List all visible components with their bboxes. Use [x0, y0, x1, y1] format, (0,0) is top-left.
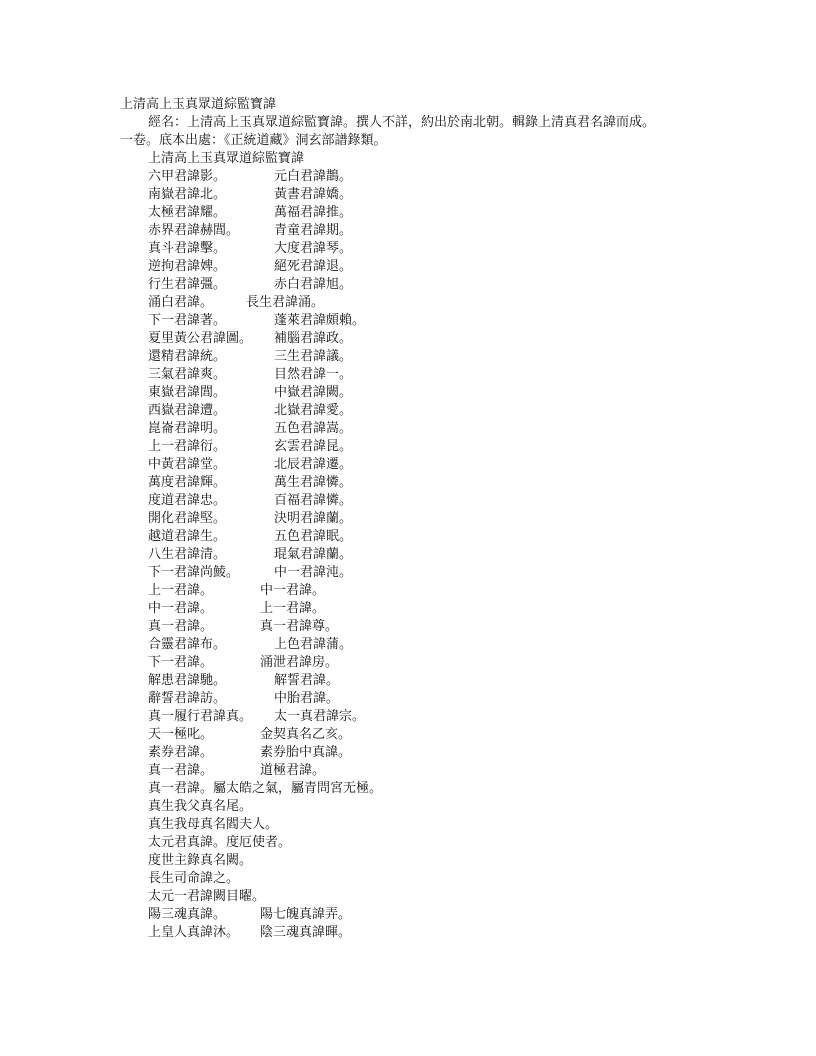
- list-row: [148, 528, 708, 546]
- entry-right: 解誓君諱。: [274, 673, 340, 688]
- list-row: [148, 222, 708, 240]
- list-row: [148, 402, 708, 420]
- list-row: [148, 906, 708, 924]
- list-row: [148, 474, 708, 492]
- entry-left: 太極君諱耀。: [148, 205, 227, 220]
- intro-paragraph-line-1: 經名：上清高上玉真眾道綜監寶諱。撰人不詳，約出於南北朝。輯錄上清真君名諱而成。: [148, 115, 656, 130]
- entry-left: 下一君諱著。: [148, 313, 227, 328]
- entry-left: 三氣君諱爽。: [148, 367, 227, 382]
- list-row: [148, 690, 708, 708]
- entry-right: 上色君諱蒲。: [274, 637, 353, 652]
- list-row: [148, 276, 708, 294]
- entry-left: 真斗君諱擊。: [148, 241, 227, 256]
- list-row: [148, 204, 708, 222]
- list-row: [148, 186, 708, 204]
- list-row: [148, 762, 708, 780]
- entry-left: 南嶽君諱北。: [148, 187, 227, 202]
- entry-left: 崑崙君諱明。: [148, 421, 227, 436]
- entry-left: 真一君諱。: [148, 763, 214, 778]
- entry-right: 目然君諱一。: [274, 367, 353, 382]
- entry-right: 決明君諱蘭。: [274, 511, 353, 526]
- name-list: [148, 168, 708, 942]
- entry-left: 八生君諱清。: [148, 547, 227, 562]
- entry-left: 真一履行君諱真。: [148, 709, 253, 724]
- entry-left: 真生我父真名尾。: [148, 799, 253, 814]
- list-row: [148, 546, 708, 564]
- list-row: [148, 438, 708, 456]
- entry-right: 中一君諱沌。: [274, 565, 353, 580]
- list-row: [148, 870, 708, 888]
- list-row: [148, 780, 708, 798]
- entry-left: 中一君諱。: [148, 601, 214, 616]
- list-row: [148, 654, 708, 672]
- entry-right: 中一君諱。: [260, 583, 326, 598]
- entry-left: 度世主錄真名闕。: [148, 853, 253, 868]
- entry-right: 太一真君諱宗。: [274, 709, 366, 724]
- entry-left: 真一君諱。屬太皓之氣，屬青問宮无極。: [148, 781, 383, 796]
- list-row: [148, 852, 708, 870]
- entry-left: 開化君諱堅。: [148, 511, 227, 526]
- list-row: [148, 312, 708, 330]
- list-row: [148, 510, 708, 528]
- list-row: [148, 384, 708, 402]
- entry-right: 絕死君諱退。: [274, 259, 353, 274]
- entry-left: 逆拘君諱婢。: [148, 259, 227, 274]
- list-row: [148, 240, 708, 258]
- entry-left: 真生我母真名閻夫人。: [148, 817, 279, 832]
- list-row: [148, 636, 708, 654]
- list-row: [148, 618, 708, 636]
- entry-left: 六甲君諱影。: [148, 169, 227, 184]
- entry-left: 合靈君諱布。: [148, 637, 227, 652]
- entry-right: 陽七魄真諱弄。: [260, 907, 352, 922]
- list-row: [148, 366, 708, 384]
- entry-right: 黃書君諱嬌。: [274, 187, 353, 202]
- entry-right: 百福君諱憐。: [274, 493, 353, 508]
- entry-left: 中黃君諱堂。: [148, 457, 227, 472]
- list-row: [148, 456, 708, 474]
- entry-right: 真一君諱尊。: [260, 619, 339, 634]
- entry-right: 陰三魂真諱暉。: [260, 925, 352, 940]
- entry-right: 元白君諱鵲。: [274, 169, 353, 184]
- entry-right: 五色君諱嵩。: [274, 421, 353, 436]
- list-row: [148, 600, 708, 618]
- entry-left: 還精君諱統。: [148, 349, 227, 364]
- entry-right: 道極君諱。: [260, 763, 326, 778]
- entry-right: 上一君諱。: [260, 601, 326, 616]
- entry-left: 下一君諱尚鯪。: [148, 565, 240, 580]
- list-row: [148, 582, 708, 600]
- entry-right: 玄雲君諱昆。: [274, 439, 353, 454]
- entry-right: 五色君諱眠。: [274, 529, 353, 544]
- entry-left: 夏里黃公君諱圖。: [148, 331, 253, 346]
- list-row: [148, 744, 708, 762]
- entry-left: 行生君諱彊。: [148, 277, 227, 292]
- intro-paragraph-line-2: 一卷。底本出處：《正統道藏》洞玄部譜錄類。: [120, 133, 387, 148]
- list-row: [148, 888, 708, 906]
- entry-left: 上皇人真諱沐。: [148, 925, 240, 940]
- entry-left: 涌白君諱。: [148, 295, 214, 310]
- list-row: [148, 816, 708, 834]
- entry-left: 天一極叱。: [148, 727, 214, 742]
- entry-right: 青童君諱期。: [274, 223, 353, 238]
- list-row: [148, 294, 708, 312]
- section-heading: 上清高上玉真眾道綜監寶諱: [148, 151, 305, 166]
- list-row: [148, 924, 708, 942]
- entry-left: 越道君諱生。: [148, 529, 227, 544]
- entry-left: 度道君諱忠。: [148, 493, 227, 508]
- entry-right: 金契真名乙亥。: [260, 727, 352, 742]
- list-row: [148, 672, 708, 690]
- entry-right: 補腦君諱政。: [274, 331, 353, 346]
- entry-left: 太元一君諱闕目曜。: [148, 889, 266, 904]
- list-row: [148, 258, 708, 276]
- entry-left: 赤界君諱赫閭。: [148, 223, 240, 238]
- entry-right: 萬福君諱推。: [274, 205, 353, 220]
- list-row: [148, 492, 708, 510]
- entry-right: 赤白君諱旭。: [274, 277, 353, 292]
- entry-right: 三生君諱議。: [274, 349, 353, 364]
- entry-left: 辭誓君諱訪。: [148, 691, 227, 706]
- entry-right: 蓬萊君諱頗賴。: [274, 313, 366, 328]
- entry-left: 下一君諱。: [148, 655, 214, 670]
- entry-right: 中嶽君諱闕。: [274, 385, 353, 400]
- entry-left: 萬度君諱輝。: [148, 475, 227, 490]
- entry-left: 素券君諱。: [148, 745, 214, 760]
- list-row: [148, 564, 708, 582]
- list-row: [148, 708, 708, 726]
- entry-right: 涌泄君諱房。: [260, 655, 339, 670]
- entry-right: 長生君諱涌。: [246, 295, 325, 310]
- document-title: 上清高上玉真眾道綜監寶諱: [120, 97, 277, 112]
- entry-left: 上一君諱。: [148, 583, 214, 598]
- entry-right: 大度君諱琴。: [274, 241, 353, 256]
- list-row: [148, 726, 708, 744]
- entry-right: 北嶽君諱愛。: [274, 403, 353, 418]
- entry-left: 解患君諱馳。: [148, 673, 227, 688]
- entry-left: 太元君真諱。度厄使者。: [148, 835, 292, 850]
- list-row: [148, 168, 708, 186]
- entry-left: 上一君諱衍。: [148, 439, 227, 454]
- entry-left: 陽三魂真諱。: [148, 907, 227, 922]
- entry-left: 長生司命諱之。: [148, 871, 240, 886]
- entry-right: 素券胎中真諱。: [260, 745, 352, 760]
- entry-right: 琨氣君諱蘭。: [274, 547, 353, 562]
- entry-left: 真一君諱。: [148, 619, 214, 634]
- entry-right: 北辰君諱遷。: [274, 457, 353, 472]
- list-row: [148, 798, 708, 816]
- entry-left: 東嶽君諱閭。: [148, 385, 227, 400]
- entry-right: 萬生君諱憐。: [274, 475, 353, 490]
- list-row: [148, 420, 708, 438]
- list-row: [148, 348, 708, 366]
- entry-left: 西嶽君諱遭。: [148, 403, 227, 418]
- list-row: [148, 330, 708, 348]
- entry-right: 中胎君諱。: [274, 691, 340, 706]
- list-row: [148, 834, 708, 852]
